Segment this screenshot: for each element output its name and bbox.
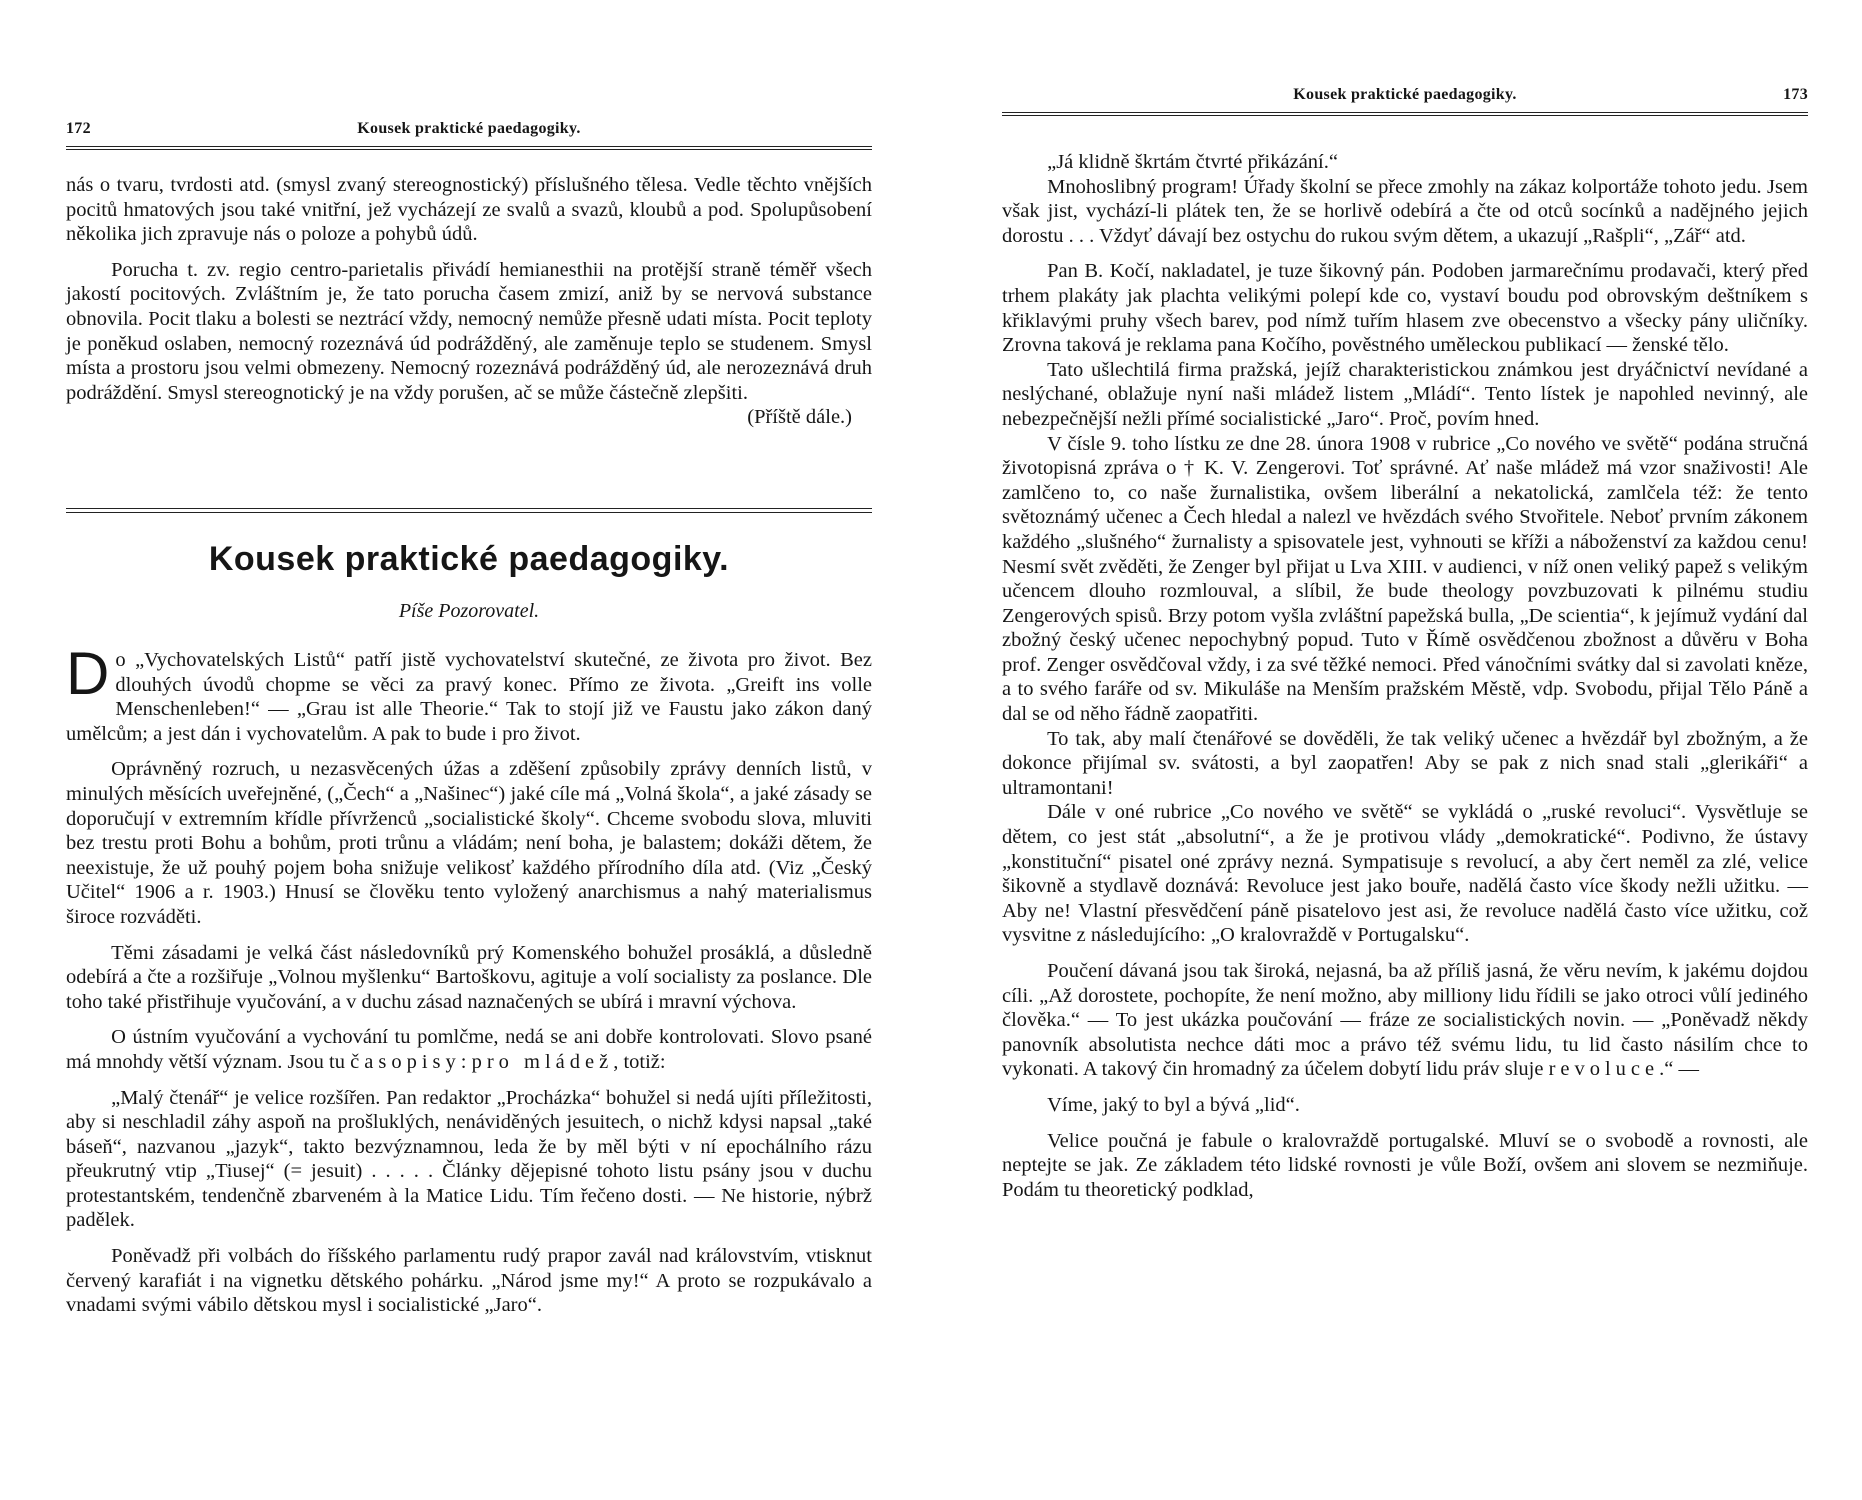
paragraph: Mnohoslibný program! Úřady školní se přece zmohly na zákaz kolportáže tohoto jedu. Jsem však jist, vychází-li plátek ten, že se horlivě odebírá a čte od otců socínků a nadějného jejich dorostu . . . Vždyť dávají bez ostychu do rukou svým dětem, a ukazují „Rašpli“, „Zář“ atd. (1002, 175, 1808, 247)
article-title: Kousek praktické paedagogiky. (208, 540, 730, 578)
paragraph: Oprávněný rozruch, u nezasvěcených úžas a zděšení způsobily zprávy denních listů, v minulých měsících uveřejněné, („Čech“ a „Našinec“) jaké cíle má „Volná škola“, a jaké zásady se doporučují v extremním křídle přívrženců „socialistické školy“. Chceme svobodu slova, mluviti bez trestu proti Bohu a bohům, proti trůnu a vládám; není boha, je balastem; dokáži dětem, že neexistuje, že už pouhý pojem boha snižuje velikosť každého přírodního díla atd. (Viz „Český Učitel“ 1906 a r. 1903.) Hnusí se člověku tento vyložený anarchismus a nahý materialismus široce rozváděti. (66, 758, 872, 928)
running-head-title: Kousek praktické paedagogiky. (357, 120, 581, 137)
running-head-title: Kousek praktické paedagogiky. (1293, 86, 1517, 103)
paragraph-text: , totiž: (613, 1050, 666, 1073)
page-number: 172 (66, 120, 91, 137)
paragraph: Velice poučná je fabule o kralovraždě portugalské. Mluví se o svobodě a rovnosti, ale neptejte se jak. Ze základem této lidské rovnosti je vůle Boží, ovšem ani slovem se nezmiňuje. Podám tu theoretický podklad, (1002, 1129, 1808, 1201)
paragraph: nás o tvaru, tvrdosti atd. (smysl zvaný stereognostický) příslušného tělesa. Vedle těchto vnějších pocitů hmatových jsou také vnitřní, jež vycházejí ze svalů a svazů, kloubů a pod. Spolupůsobení několika jich zpravuje nás o poloze a pohybů údů. (66, 174, 872, 246)
right-page (1002, 0, 1808, 1500)
paragraph: V čísle 9. toho lístku ze dne 28. února 1908 v rubrice „Co nového ve světě“ podána stručná životopisná zpráva o † K. V. Zengerovi. Toť správné. Ať naše mládež má vzor snaživosti! Ale zamlčeno to, co naše žurnalistika, ovšem liberální a nekatolická, zamlčela též: že tento světoznámý učenec a Čech hledal a nalezl ve hvězdách svého Stvořitele. Neboť prvním zákonem každého „slušného“ žurnalisty a spisovatele jest, vyhnouti se kříži a náboženství za každou cenu! Nesmí svět zvěděti, že Zenger byl přijat u Lva XIII. v audienci, v níž onen veliký papež s velikým učencem dlouho rozmlouval, a slíbil, že bude theology povzbuzovati k pilnému studiu Zengerových spisů. Brzy potom vyšla zvláštní papežská bulla, „De scientia“, k jejímuž vydání dal zbožný český učenec nepochybný popud. Tuto v Římě osvědčenou zbožnost a důvěru v Boha prof. Zenger osvědčoval vždy, i za své těžké nemoci. Před vánočními svátky dal si zavolati kněze, a to svého faráře od sv. Mikuláše na Menším pražském Městě, vdp. Svobodu, přijal Tělo Páně a dal se od něho řádně zaopatřiti. (1002, 432, 1808, 726)
paragraph-text: Porucha t. zv. regio centro-parietalis přivádí hemianesthii na protější straně téměř všech jakostí pocitových. Zvláštním je, že tato porucha časem zmizí, aniž by se nervová substance obnovila. Pocit tlaku a bolesti se neztrácí vždy, nemocný nemůže přesně udati místa. Pocit teploty je poněkud oslaben, nemocný rozeznává úd podrážděný, ale zaměnuje teplo se studenem. Smysl místa a prostoru jsou velmi obmezeny. Nemocný rozeznává podrážděný úd, ale nerozeznává druh podráždění. Smysl stereognotický je na vždy porušen, ač se může částečně zlepšiti. (66, 258, 872, 404)
paragraph (66, 640, 872, 746)
paragraph (1002, 959, 1808, 1082)
continued-note: (Příště dále.) (747, 406, 852, 429)
continued-article-text (66, 173, 872, 430)
paragraph: Poněvadž při volbách do říšského parlamentu rudý prapor zavál nad královstvím, vtisknut červený karafiát i na vignetku dětského pohárku. „Národ jsme my!“ A proto se rozpukávalo a vnadami svými vábilo dětskou mysl i socialistické „Jaro“. (66, 1245, 872, 1317)
paragraph-text: o „Vychovatelských Listů“ patří jistě vychovatelství skutečné, ze života pro život. Bez dlouhých úvodů chopme se věci za pravý konec. Přímo ze života. „Greift ins volle Menschenleben!“ — „Grau ist alle Theorie.“ Tak to stojí již ve Faustu jako zákon daný umělcům; a jest dán i vychovatelům. A pak to bude i pro život. (66, 649, 872, 745)
paragraph: Těmi zásadami je velká část následovníků prý Komenského bohužel prosáklá, a důsledně odebírá a čte a rozšiřuje „Volnou myšlenku“ Bartoškovu, agituje a volí socialisty za poslance. Dle toho také přistřihuje vyučování, a v duchu zásad naznačených se ubírá i mravní výchova. (66, 941, 872, 1013)
article-text (66, 640, 872, 1318)
header-rule (1002, 112, 1808, 116)
drop-cap: D (66, 640, 110, 707)
spaced-emphasis: časopisy (350, 1050, 461, 1073)
paragraph-text: .“ — (1659, 1058, 1699, 1081)
paragraph-text: O ústním vyučování a vychování tu pomlčme, nedá se ani dobře kontrolovati. Slovo psané má mnohdy větší význam. Jsou tu (66, 1026, 872, 1073)
paragraph: To tak, aby malí čtenářové se dověděli, že tak veliký učenec a hvězdář byl zbožným, a že dokonce přijímal sv. svátosti, a byl zaopatřen! Aby se pak z nich snad stali „glerikáři“ a ultramontani! (1002, 727, 1808, 799)
left-page (66, 0, 872, 1500)
page-number: 173 (1783, 86, 1808, 103)
paragraph: Víme, jaký to byl a bývá „lid“. (1047, 1093, 1300, 1116)
paragraph: O ústním vyučování a vychování tu pomlčme, nedá se ani dobře kontrolovati. Slovo psané má mnohdy větší význam. Jsou tu časopisy: pro mládež, totiž: (66, 1026, 872, 1073)
article-text (1002, 150, 1808, 1202)
section-separator (66, 508, 872, 513)
paragraph: Pan B. Kočí, nakladatel, je tuze šikovný pán. Podoben jarmarečnímu prodavači, který před trhem plakáty jak plachta velikými polepí kde co, vystaví boudu pod obrovským deštníkem s křiklavými pruhy všech barev, pod nímž tuřím hlasem zve obecenstvo a všecky pány uličníky. Zrovna taková je reklama pana Kočího, pověstného uměleckou publikací — ženské tělo. (1002, 260, 1808, 357)
byline: Píše Pozorovatel. (398, 600, 540, 622)
spaced-emphasis: revoluce (1548, 1058, 1660, 1081)
quote-line: „Já klidně škrtám čtvrté přikázání.“ (1047, 151, 1338, 173)
paragraph (66, 258, 872, 429)
spaced-emphasis: pro mládež (471, 1050, 614, 1073)
paragraph-text: Poučení dávaná jsou tak široká, nejasná, ba až příliš jasná, že věru nevím, k jakému dojdou cíli. „Až dorostete, pochopíte, že není možno, aby milliony lidu řídili se jako otroci vůlí jediného člověka.“ — To jest ukázka poučování — fráze ze socialistických novin. — „Poněvadž někdy panovník absolutista nechce dáti moc a právo též svému lidu, tu lid často násilím chce to vykonati. A takový čin hromadný za účelem dobytí lidu práv sluje (1002, 960, 1808, 1081)
paragraph: Dále v oné rubrice „Co nového ve světě“ se vykládá o „ruské revoluci“. Vysvětluje se dětem, co jest stát „absolutní“, a že je protivou vlády „demokratické“. Podivno, že ústavy „konstituční“ pisatel oné zprávy nezná. Sympatisuje s revolucí, a aby čert neměl za zlé, velice šikovně a stydlavě doznává: Revoluce jest jako bouře, nadělá často více škody nežli užitku. — Aby ne! Vlastní přesvědčení páně pisatelovo jest asi, že revoluce nadělá často více užitku, což vysvitne z následujícího: „O kralovraždě v Portugalsku“. (1002, 801, 1808, 947)
paragraph: Tato ušlechtilá firma pražská, jejíž charakteristickou známkou jest dryáčnictví nevídané a neslýchané, oblažuje nyní naši mládež listem „Mládí“. Tento lístek je napohled nevinný, ale nebezpečnější nežli přímé socialistické „Jaro“. Proč, povím hned. (1002, 358, 1808, 430)
paragraph: „Malý čtenář“ je velice rozšířen. Pan redaktor „Procházka“ bohužel si nedá ujíti příležitosti, aby si neschladil záhy aspoň na prošluklých, nenáviděných jesuitech, o nichž kdysi napsal „také báseň“, nazvanou „jazyk“, takto bezvýznamnou, leda že by měl býti v ní epochálního rázu přeukrutný vtip „Tiusej“ (= jesuit) . . . . . Články dějepisné tohoto listu psány jsou v duchu protestantském, tendenčně zbarveném à la Matice Lidu. Tím řečeno dosti. — Ne historie, nýbrž padělek. (66, 1086, 872, 1232)
header-rule (66, 146, 872, 150)
